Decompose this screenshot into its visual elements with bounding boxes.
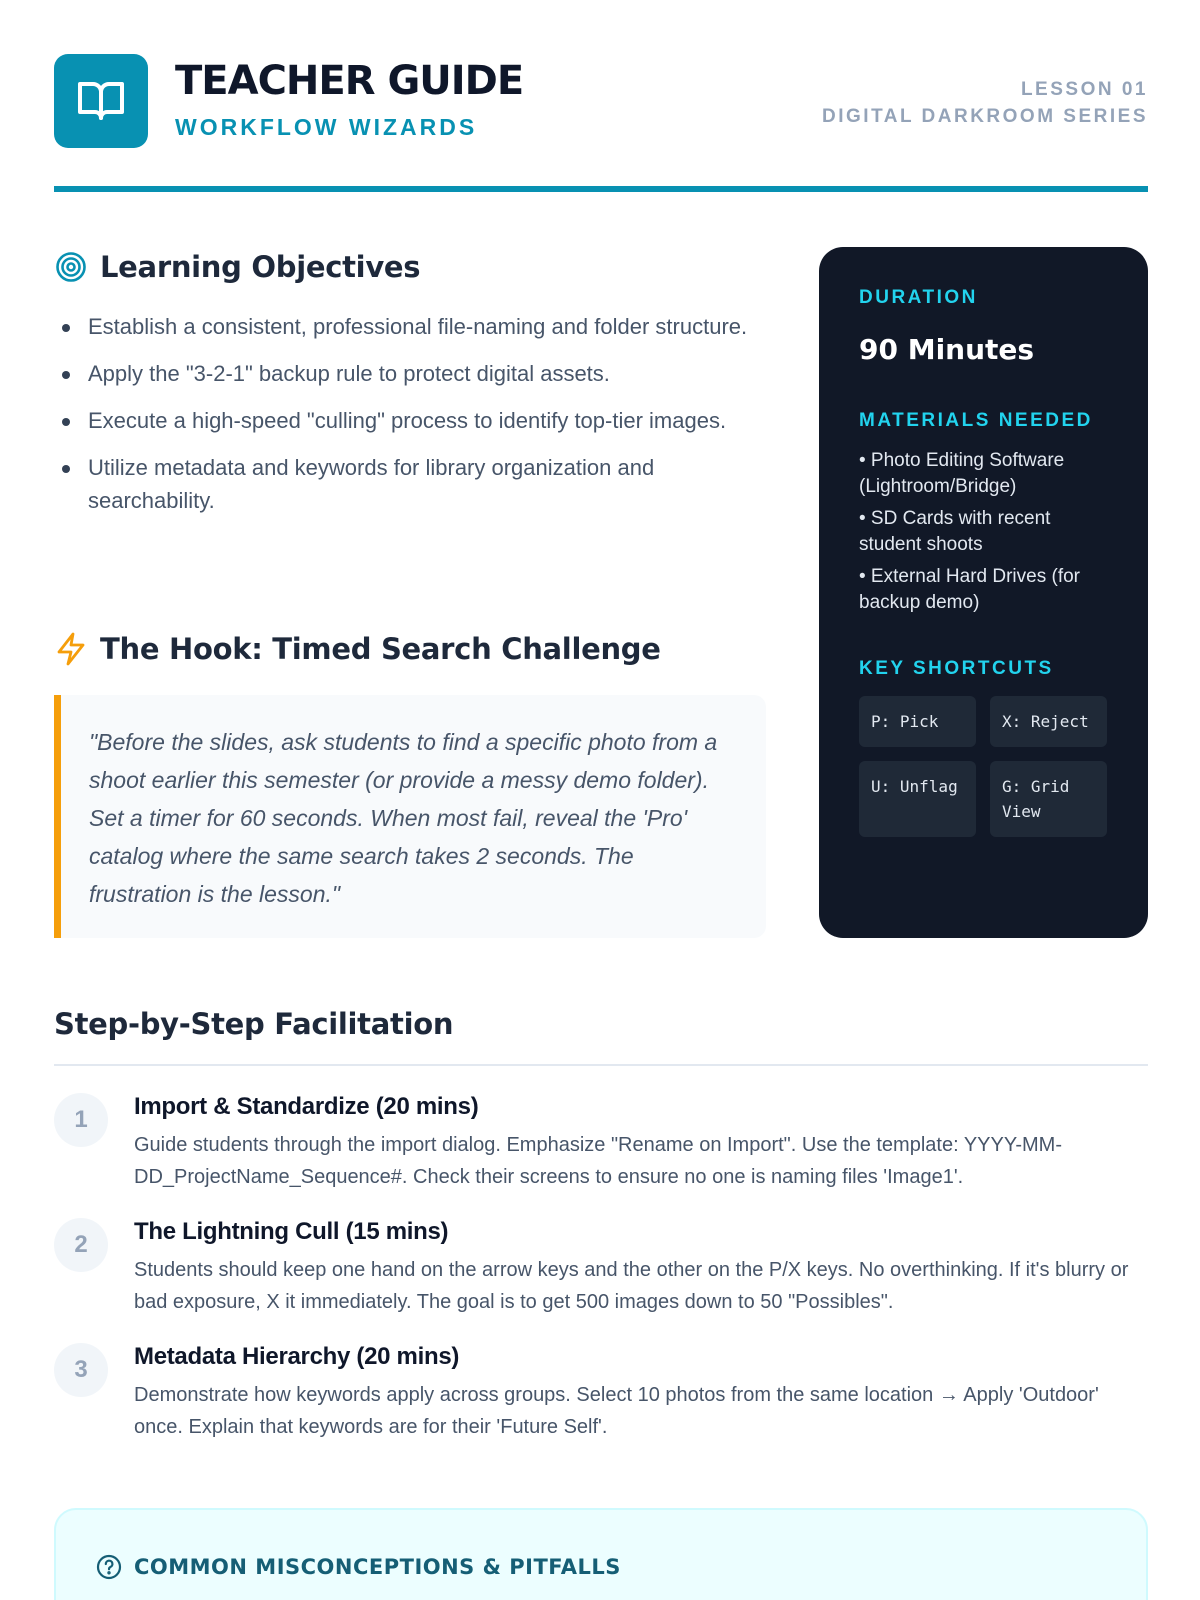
duration-value: 90 Minutes (859, 333, 1035, 366)
lesson-info-card (819, 247, 1148, 938)
misconceptions-heading (96, 1554, 621, 1580)
hook-heading (54, 632, 661, 666)
shortcut-grid-view: G: Grid View (990, 761, 1107, 837)
series-name: DIGITAL DARKROOM SERIES (822, 106, 1148, 127)
shortcuts-grid (859, 696, 1108, 837)
list-item: Apply the "3-2-1" backup rule to protect digital assets. (54, 357, 754, 390)
page-subtitle: WORKFLOW WIZARDS (175, 114, 478, 140)
teacher-guide-page (54, 0, 1148, 1600)
steps-title: Step-by-Step Facilitation (54, 1007, 454, 1041)
lesson-info (822, 76, 1148, 130)
material-item: • Photo Editing Software (Lightroom/Bridge) (859, 450, 1065, 497)
step-title: The Lightning Cull (15 mins) (134, 1218, 449, 1245)
hook-quote: "Before the slides, ask students to find a specific photo from a shoot earlier this semester (or provide a messy demo folder). Set a timer for 60 seconds. When most fail, reveal the 'Pro' catalog where the same search takes 2 seconds. The frustration is the lesson." (89, 729, 718, 907)
step-description: Students should keep one hand on the arrow keys and the other on the P/X keys. No overthinking. If it's blurry or bad exposure, X it immediately. The goal is to get 500 images down to 50 "Possibles". (134, 1259, 1129, 1313)
materials-label: MATERIALS NEEDED (859, 410, 1093, 431)
list-item: Utilize metadata and keywords for library organization and searchability. (54, 451, 754, 517)
page-title: TEACHER GUIDE (175, 58, 524, 104)
objectives-list (54, 310, 754, 531)
step-description: Demonstrate how keywords apply across groups. Select 10 photos from the same location → Apply 'Outdoor' once. Explain that keywords are for their 'Future Self'. (134, 1384, 1099, 1438)
shortcut-unflag: U: Unflag (859, 761, 976, 837)
lesson-number: LESSON 01 (1020, 79, 1148, 100)
hook-quote-box (54, 695, 766, 938)
shortcuts-label: KEY SHORTCUTS (859, 658, 1054, 679)
header (54, 54, 1148, 148)
header-divider (54, 186, 1148, 192)
misconceptions-title: COMMON MISCONCEPTIONS & PITFALLS (134, 1555, 621, 1579)
step-title: Import & Standardize (20 mins) (134, 1093, 479, 1120)
duration-label: DURATION (859, 287, 978, 308)
step-number: 1 (54, 1093, 108, 1147)
target-icon (54, 250, 88, 284)
materials-list (859, 448, 1108, 616)
material-item: • SD Cards with recent student shoots (859, 508, 1051, 555)
step-number: 3 (54, 1343, 108, 1397)
list-item: Execute a high-speed "culling" process to identify top-tier images. (54, 404, 754, 437)
shortcut-reject: X: Reject (990, 696, 1107, 747)
hook-title: The Hook: Timed Search Challenge (100, 632, 661, 666)
step-title: Metadata Hierarchy (20 mins) (134, 1343, 460, 1370)
book-logo (54, 54, 148, 148)
step-number: 2 (54, 1218, 108, 1272)
misconceptions-box (54, 1508, 1148, 1600)
open-book-icon (76, 78, 126, 124)
material-item: • External Hard Drives (for backup demo) (859, 566, 1080, 613)
list-item: Establish a consistent, professional file-naming and folder structure. (54, 310, 754, 343)
objectives-heading (54, 250, 420, 284)
steps-divider (54, 1064, 1148, 1066)
question-circle-icon (96, 1554, 122, 1580)
objectives-title: Learning Objectives (100, 250, 421, 284)
step-description: Guide students through the import dialog. Emphasize "Rename on Import". Use the template: YYYY-MM-DD_ProjectName_Sequence#. Check their screens to ensure no one is naming files 'Image1'. (134, 1134, 1062, 1188)
lightning-icon (54, 632, 88, 666)
shortcut-pick: P: Pick (859, 696, 976, 747)
